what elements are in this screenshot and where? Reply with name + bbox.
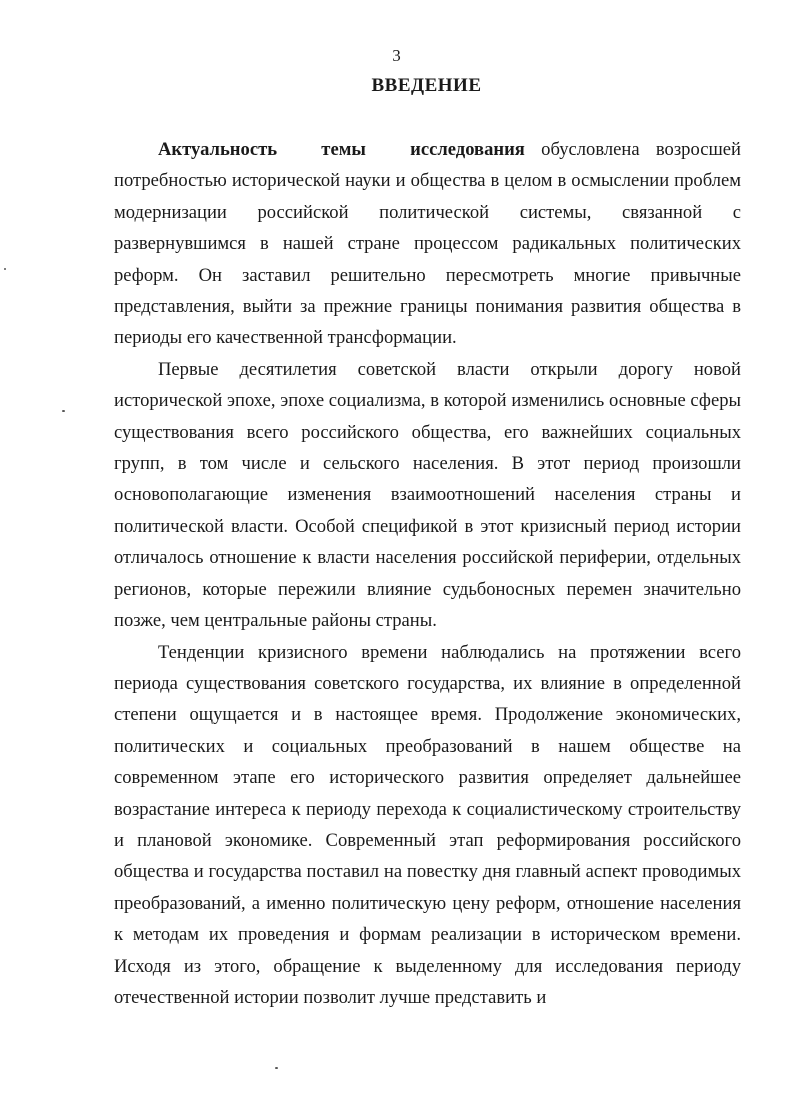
paragraph-relevance — [114, 134, 741, 354]
scan-speck — [4, 268, 6, 270]
body-text — [114, 134, 741, 1013]
scan-speck — [275, 1067, 278, 1069]
paragraph-tendencies: Тенденции кризисного времени наблюдались на протяжении всего периода существования советского государства, их влияние в определенной степени ощущается и в настоящее время. Продолжение экономических, политических и социальных преобразований в нашем обществе на современном этапе его исторического развития определяет дальнейшее возрастание интереса к периоду перехода к социалистическому строительству и плановой экономике. Современный этап реформирования российского общества и государства поставил на повестку дня главный аспект проводимых преобразований, а именно политическую цену реформ, отношение населения к методам их проведения и формам реализации в историческом времени. Исходя из этого, обращение к выделенному для исследования периоду отечественной истории позволит лучше представить и — [114, 641, 741, 1008]
section-heading: ВВЕДЕНИЕ — [371, 75, 482, 96]
scan-speck — [62, 410, 65, 412]
paragraph-text: обусловлена возросшей потребностью исторической науки и общества в целом в осмыслении проблем модернизации российской политической системы, связанной с развернувшимся в нашей стране процессом радикальных политических реформ. Он заставил решительно пересмотреть многие привычные представления, выйти за прежние границы понимания развития общества в периоды его качественной трансформации. — [114, 139, 741, 349]
paragraph-lead-bold: Актуальность темы исследования — [158, 139, 525, 160]
page-number: 3 — [392, 46, 401, 65]
paragraph-first-decades: Первые десятилетия советской власти открыли дорогу новой исторической эпохе, эпохе социализма, в которой изменились основные сферы существования всего российского общества, его важнейших социальных групп, в том числе и сельского населения. В этот период произошли основополагающие изменения взаимоотношений населения страны и политической власти. Особой спецификой в этот кризисный период истории отличалось отношение к власти населения российской периферии, отдельных регионов, которые пережили влияние судьбоносных перемен значительно позже, чем центральные районы страны. — [114, 358, 741, 632]
